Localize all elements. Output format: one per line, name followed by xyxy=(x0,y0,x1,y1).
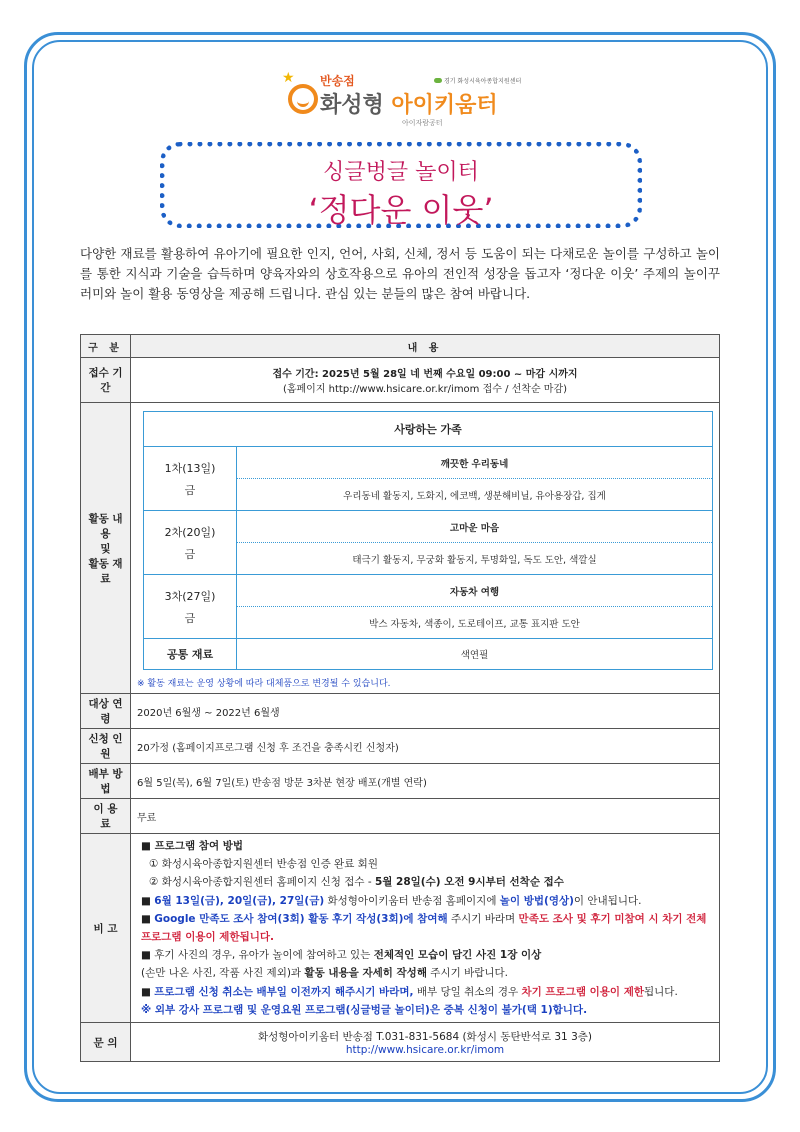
remarks-item-4 xyxy=(141,892,709,910)
remarks-item-6 xyxy=(141,946,709,982)
activity-table xyxy=(143,411,713,670)
remarks-item-7c: 배부 당일 취소의 경우 xyxy=(413,985,522,998)
common-value: 색연필 xyxy=(237,639,713,670)
activity-note: ※ 활동 재료는 운영 상황에 따라 대체품으로 변경될 수 있습니다. xyxy=(137,679,391,689)
fee-label: 이 용 료 xyxy=(81,799,131,834)
remarks-item-5a: ■ xyxy=(141,912,155,925)
distribution-label: 배부 방법 xyxy=(81,764,131,799)
contact-link[interactable]: http://www.hsicare.or.kr/imom xyxy=(345,1043,505,1056)
remarks-item-4b: 6월 13일(금), 20일(금), 27일(금) xyxy=(154,894,325,907)
logo-sub: 아이자람공터 xyxy=(402,119,443,127)
round-2-day: 금 xyxy=(184,547,196,561)
round-3-day: 금 xyxy=(184,611,196,625)
contact-value xyxy=(131,1023,720,1062)
activity-label-1: 활동 내용 xyxy=(88,512,123,540)
remarks-item-2: ① 화성시육아종합지원센터 반송점 인증 완료 회원 xyxy=(149,858,378,871)
header-content: 내 용 xyxy=(131,335,720,358)
logo-name-accent: 아이키움터 xyxy=(391,93,498,118)
capacity-label: 신청 인원 xyxy=(81,729,131,764)
reception-label: 접수 기간 xyxy=(81,358,131,403)
remarks-item-5c: 주시기 바라며 xyxy=(447,912,519,925)
common-row xyxy=(144,639,713,670)
activity-label-2: 및 xyxy=(100,542,111,555)
round-1-activity: 깨끗한 우리동네 xyxy=(237,447,713,479)
remarks-item-6e: 주시기 바랍니다. xyxy=(426,967,508,980)
round-1-date: 1차(13일) xyxy=(164,461,216,475)
common-label: 공통 재료 xyxy=(144,639,237,670)
reception-line2: (홈페이지 http://www.hsicare.or.kr/imom 접수 / 선착순 마감) xyxy=(282,384,568,395)
round-2-label xyxy=(144,511,237,575)
round-2-materials: 태극기 활동지, 무궁화 활동지, 투명화일, 독도 도안, 색깔실 xyxy=(237,543,713,575)
round-2-date: 2차(20일) xyxy=(164,525,216,539)
logo-branch: 반송점 xyxy=(320,74,355,88)
activity-row xyxy=(81,403,720,694)
remarks-item-7 xyxy=(141,983,709,1001)
intro-paragraph: 다양한 재료를 활용하여 유아기에 필요한 인지, 언어, 사회, 신체, 정서 등 도움이 되는 다채로운 놀이를 구성하고 놀이를 통한 지식과 기술을 습득하며 양육자와의 상호작용으로 유아의 전인적 성장을 돕고자 ‘정다운 이웃’ 주제의 놀이꾸러미와 놀이 활용 동영상을 제공해 드립니다. 관심 있는 분들의 많은 참여 바랍니다. xyxy=(80,246,720,301)
remarks-item-7b: 프로그램 신청 취소는 배부일 이전까지 해주시기 바라며, xyxy=(154,985,414,998)
round-2-activity: 고마운 마음 xyxy=(237,511,713,543)
logo xyxy=(282,70,542,130)
remarks-item-6d: 활동 내용을 자세히 작성해 xyxy=(304,967,427,980)
contact-label: 문 의 xyxy=(81,1023,131,1062)
remarks-item-7d: 차기 프로그램 이용이 제한 xyxy=(521,985,645,998)
remarks-item-4c: 화성형아이키움터 반송점 홈페이지에 xyxy=(324,894,500,907)
info-table xyxy=(80,334,720,1062)
remarks-label: 비 고 xyxy=(81,834,131,1023)
contact-line1: 화성형아이키움터 반송점 T.031-831-5684 (화성시 동탄반석로 31 3층) xyxy=(257,1030,592,1043)
round-1-label xyxy=(144,447,237,511)
age-row xyxy=(81,694,720,729)
remarks-item-5d: 만족도 조사 및 후기 미참여 시 차기 전체 프로그램 이용이 제한됩니다. xyxy=(141,912,707,944)
reception-row xyxy=(81,358,720,403)
activity-label-3: 활동 재료 xyxy=(88,557,123,585)
remarks-content xyxy=(131,834,720,1023)
age-value: 2020년 6월생 ~ 2022년 6월생 xyxy=(131,694,720,729)
round-3-materials: 박스 자동차, 색종이, 도로테이프, 교통 표지판 도안 xyxy=(237,607,713,639)
round-3-label xyxy=(144,575,237,639)
round-3-activity-row xyxy=(144,575,713,607)
remarks-item-6a: ■ 후기 사진의 경우, 유아가 놀이에 참여하고 있는 xyxy=(141,949,374,962)
logo-name-prefix: 화성형 xyxy=(320,93,392,118)
remarks-row xyxy=(81,834,720,1023)
age-label: 대상 연령 xyxy=(81,694,131,729)
capacity-value: 20가정 (홈페이지프로그램 신청 후 조건을 충족시킨 신청자) xyxy=(131,729,720,764)
theme-row xyxy=(144,412,713,447)
star-icon: ★ xyxy=(282,70,295,86)
activity-content xyxy=(131,403,720,694)
fee-row xyxy=(81,799,720,834)
theme-title: 사랑하는 가족 xyxy=(144,412,713,447)
remarks-item-4d: 놀이 방법(영상) xyxy=(499,894,574,907)
remarks-item-4a: ■ xyxy=(141,894,155,907)
logo-name xyxy=(320,88,498,119)
contact-row xyxy=(81,1023,720,1062)
remarks-item-3 xyxy=(141,873,709,891)
distribution-row xyxy=(81,764,720,799)
remarks-item-6b: 전체적인 모습이 담긴 사진 1장 이상 xyxy=(373,949,542,962)
smile-icon xyxy=(288,84,318,114)
remarks-item-7e: 됩니다. xyxy=(644,985,678,998)
remarks-item-6c: (손만 나온 사진, 작품 사진 제외)과 xyxy=(141,967,305,980)
remarks-item-8: ※ 외부 강사 프로그램 및 운영요원 프로그램(싱글벙글 놀이터)은 중복 신청이 불가(택 1)합니다. xyxy=(141,1003,588,1016)
org-icon xyxy=(434,78,442,83)
title-line2: ‘정다운 이웃’ xyxy=(308,191,494,229)
reception-line1: 접수 기간: 2025년 5월 28일 네 번째 수요일 09:00 ~ 마감 시까지 xyxy=(272,369,578,380)
round-3-date: 3차(27일) xyxy=(164,589,216,603)
remarks-item-1: ■ 프로그램 참여 방법 xyxy=(141,840,244,852)
remarks-item-4e: 이 안내됩니다. xyxy=(573,894,642,907)
table-header xyxy=(81,335,720,358)
title-box xyxy=(160,142,642,228)
remarks-item-5 xyxy=(141,910,709,946)
reception-value xyxy=(131,358,720,403)
round-2-activity-row xyxy=(144,511,713,543)
logo-org xyxy=(434,76,521,85)
remarks-item-3b: 5월 28일(수) 오전 9시부터 선착순 접수 xyxy=(374,876,564,889)
round-1-activity-row xyxy=(144,447,713,479)
fee-value: 무료 xyxy=(131,799,720,834)
header-label: 구 분 xyxy=(81,335,131,358)
remarks-item-7a: ■ xyxy=(141,985,155,998)
logo-org-text: 경기 화성시육아종합지원센터 xyxy=(444,78,522,85)
round-3-activity: 자동차 여행 xyxy=(237,575,713,607)
activity-label xyxy=(81,403,131,694)
round-1-materials: 우리동네 활동지, 도화지, 에코백, 생분해비닐, 유아용장갑, 집게 xyxy=(237,479,713,511)
title-line1: 싱글벙글 놀이터 xyxy=(323,160,479,185)
remarks-item-5b: Google 만족도 조사 참여(3회) 활동 후기 작성(3회)에 참여해 xyxy=(154,912,448,925)
remarks-item-3a: ② 화성시육아종합지원센터 홈페이지 신청 접수 - xyxy=(149,876,375,889)
distribution-value: 6월 5일(목), 6월 7일(토) 반송점 방문 3차분 현장 배포(개별 연락) xyxy=(131,764,720,799)
capacity-row xyxy=(81,729,720,764)
round-1-day: 금 xyxy=(184,483,196,497)
